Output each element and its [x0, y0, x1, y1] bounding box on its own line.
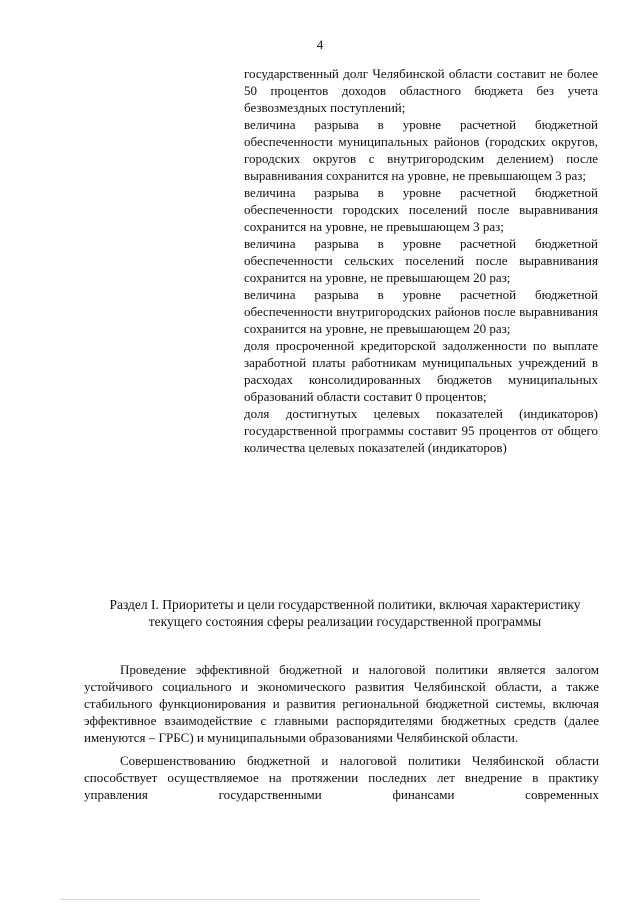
target-item: величина разрыва в уровне расчетной бюджетной обеспеченности внутригородских районов после выравнивания сохранится на уровне, не превышающем 20 раз; — [244, 287, 598, 336]
target-item: величина разрыва в уровне расчетной бюджетной обеспеченности городских поселений после выравнивания сохранится на уровне, не превышающем 3 раз; — [244, 185, 598, 234]
body-text — [84, 661, 599, 809]
section-heading: Раздел I. Приоритеты и цели государственной политики, включая характеристику текущего состояния сферы реализации государственной программы — [109, 597, 581, 629]
body-paragraph: Совершенствованию бюджетной и налоговой политики Челябинской области способствует осуществляемое на протяжении последних лет внедрение в практику управления государственными финансами современных — [84, 753, 599, 802]
body-paragraph: Проведение эффективной бюджетной и налоговой политики является залогом устойчивого социального и экономического развития Челябинской области, а также стабильного функционирования и развития региональной бюджетной системы, включая эффективное взаимодействие с главными распорядителями бюджетных средств (далее именуются – ГРБС) и муниципальными образованиями Челябинской области. — [84, 662, 599, 745]
target-item: величина разрыва в уровне расчетной бюджетной обеспеченности сельских поселений после выравнивания сохранится на уровне, не превышающем 20 раз; — [244, 236, 598, 285]
target-item: доля просроченной кредиторской задолженности по выплате заработной платы работникам муниципальных учреждений в расходах консолидированных бюджетов муниципальных образований области составит 0 процентов; — [244, 338, 598, 404]
target-item: величина разрыва в уровне расчетной бюджетной обеспеченности муниципальных районов (городских округов, городских округов с внутригородским делением) после выравнивания сохранится на уровне, не превышающем 3 раз; — [244, 117, 598, 183]
page-number: 4 — [316, 37, 324, 52]
target-item: доля достигнутых целевых показателей (индикаторов) государственной программы составит 95 процентов от общего количества целевых показателей (индикаторов) — [244, 406, 598, 455]
bottom-rule — [60, 899, 480, 900]
target-item: государственный долг Челябинской области составит не более 50 процентов доходов областного бюджета без учета безвозмездных поступлений; — [244, 66, 598, 115]
target-indicators-list — [244, 65, 598, 456]
